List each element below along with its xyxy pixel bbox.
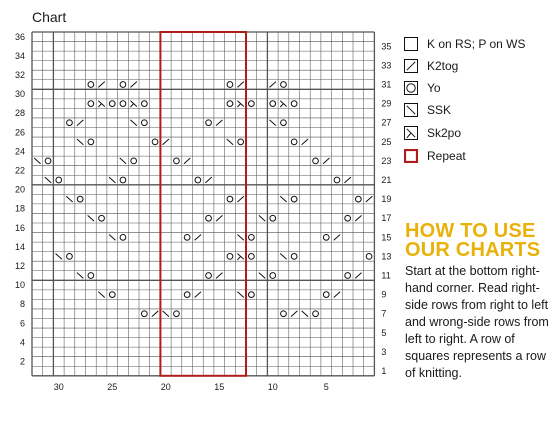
row-label-left: 2 <box>19 356 25 367</box>
stitch-symbol-yo <box>120 234 126 240</box>
stitch-symbol-yo <box>227 82 233 88</box>
row-label-right: 35 <box>381 41 392 52</box>
stitch-symbol-yo <box>248 101 254 107</box>
stitch-label: 10 <box>267 381 278 392</box>
stitch-symbol-sk2po <box>237 254 243 260</box>
row-label-right: 21 <box>381 175 392 186</box>
row-label-left: 18 <box>14 203 25 214</box>
stitch-symbol-k2tog <box>270 82 276 88</box>
knit-square-icon-glyph <box>405 38 418 51</box>
stitch-symbol-ssk <box>45 177 51 183</box>
stitch-symbol-yo <box>88 273 94 279</box>
stitch-symbol-yo <box>345 273 351 279</box>
stitch-symbol-ssk <box>120 158 126 164</box>
stitch-symbol-yo <box>291 139 297 145</box>
stitch-symbol-yo <box>281 120 287 126</box>
stitch-label: 15 <box>214 381 225 392</box>
stitch-symbol-yo <box>184 292 190 298</box>
stitch-symbol-k2tog <box>130 82 136 88</box>
stitch-label: 20 <box>160 381 171 392</box>
stitch-symbol-ssk <box>130 120 136 126</box>
howto-heading-line1: HOW TO USE <box>405 220 536 242</box>
legend-label: SSK <box>427 103 452 117</box>
repeat-box-icon-glyph <box>405 150 417 162</box>
legend-label: Repeat <box>427 149 466 163</box>
row-label-left: 28 <box>14 108 25 119</box>
stitch-symbol-ssk <box>270 120 276 126</box>
stitch-symbol-ssk <box>259 215 265 221</box>
stitch-symbol-yo <box>120 177 126 183</box>
stitch-symbol-k2tog <box>355 273 361 279</box>
stitch-symbol-yo <box>270 273 276 279</box>
stitch-symbol-ssk <box>34 158 40 164</box>
legend-label: K2tog <box>427 59 459 73</box>
stitch-symbol-ssk <box>77 273 83 279</box>
stitch-symbol-sk2po <box>98 101 104 107</box>
legend-item <box>404 101 451 119</box>
stitch-symbol-ssk <box>98 292 104 298</box>
stitch-symbol-yo <box>355 196 361 202</box>
howto-heading-line2: OUR CHARTS <box>405 239 541 261</box>
stitch-symbol-yo <box>238 139 244 145</box>
stitch-symbol-yo <box>206 120 212 126</box>
ssk-icon <box>404 103 418 117</box>
stitch-symbol-ssk <box>109 234 115 240</box>
stitch-symbol-yo <box>152 139 158 145</box>
stitch-symbol-k2tog <box>344 177 350 183</box>
stitch-symbol-yo <box>323 234 329 240</box>
stitch-symbol-ssk <box>237 292 243 298</box>
row-label-left: 34 <box>14 50 25 61</box>
row-label-right: 15 <box>381 232 392 243</box>
stitch-symbol-k2tog <box>152 311 158 317</box>
stitch-symbol-k2tog <box>195 234 201 240</box>
stitch-symbol-yo <box>248 234 254 240</box>
stitch-symbol-yo <box>77 196 83 202</box>
row-label-right: 1 <box>381 366 387 377</box>
stitch-symbol-yo <box>323 292 329 298</box>
stitch-symbol-yo <box>366 254 372 260</box>
row-label-left: 12 <box>14 260 25 271</box>
stitch-symbol-yo <box>109 101 115 107</box>
stitch-symbol-ssk <box>109 177 115 183</box>
stitch-symbol-yo <box>227 196 233 202</box>
stitch-symbol-yo <box>227 101 233 107</box>
row-label-right: 33 <box>381 60 392 71</box>
stitch-symbol-yo <box>141 101 147 107</box>
sk2po-icon <box>404 126 418 140</box>
k2tog-icon <box>404 59 418 73</box>
row-label-left: 10 <box>14 280 25 291</box>
row-label-left: 26 <box>14 127 25 138</box>
stitch-symbol-yo <box>120 82 126 88</box>
stitch-symbol-yo <box>109 292 115 298</box>
row-label-right: 9 <box>381 289 387 300</box>
row-label-left: 8 <box>19 299 25 310</box>
stitch-symbol-ssk <box>66 196 72 202</box>
stitch-label: 5 <box>323 381 329 392</box>
stitch-symbol-yo <box>88 101 94 107</box>
stitch-symbol-k2tog <box>323 158 329 164</box>
row-label-right: 19 <box>381 194 392 205</box>
stitch-symbol-yo <box>291 196 297 202</box>
stitch-symbol-ssk <box>88 215 94 221</box>
legend-item <box>404 124 461 142</box>
stitch-symbol-yo <box>313 311 319 317</box>
stitch-symbol-k2tog <box>184 158 190 164</box>
stitch-symbol-yo <box>270 215 276 221</box>
stitch-symbol-k2tog <box>216 273 222 279</box>
stitch-symbol-yo <box>345 215 351 221</box>
row-label-left: 24 <box>14 146 25 157</box>
row-label-right: 23 <box>381 155 392 166</box>
legend-item <box>404 35 526 53</box>
stitch-symbol-yo <box>88 82 94 88</box>
stitch-symbol-ssk <box>77 139 83 145</box>
stitch-symbol-yo <box>184 234 190 240</box>
stitch-symbol-sk2po <box>130 101 136 107</box>
row-label-left: 32 <box>14 69 25 80</box>
stitch-symbol-k2tog <box>302 139 308 145</box>
stitch-symbol-k2tog <box>77 120 83 126</box>
stitch-symbol-yo <box>67 254 73 260</box>
stitch-symbol-k2tog <box>163 139 169 145</box>
row-label-right: 27 <box>381 117 392 128</box>
stitch-symbol-k2tog <box>237 196 243 202</box>
stitch-symbol-yo <box>99 215 105 221</box>
stitch-symbol-sk2po <box>280 101 286 107</box>
stitch-symbol-k2tog <box>355 215 361 221</box>
row-label-right: 31 <box>381 79 392 90</box>
stitch-symbol-ssk <box>280 254 286 260</box>
stitch-symbol-k2tog <box>291 311 297 317</box>
stitch-symbol-k2tog <box>98 82 104 88</box>
legend-item <box>404 57 458 75</box>
legend-item <box>404 147 466 165</box>
stitch-symbol-yo <box>227 254 233 260</box>
row-label-right: 7 <box>381 308 387 319</box>
stitch-symbol-yo <box>334 177 340 183</box>
knit-square-icon <box>404 37 418 51</box>
stitch-symbol-yo <box>270 101 276 107</box>
row-label-left: 16 <box>14 222 25 233</box>
row-label-left: 14 <box>14 241 25 252</box>
stitch-symbol-yo <box>291 254 297 260</box>
stitch-symbol-yo <box>120 101 126 107</box>
stitch-symbol-k2tog <box>205 177 211 183</box>
legend-label: Sk2po <box>427 126 462 140</box>
stitch-symbol-ssk <box>280 196 286 202</box>
stitch-symbol-yo <box>281 311 287 317</box>
row-label-right: 17 <box>381 213 392 224</box>
stitch-symbol-k2tog <box>237 82 243 88</box>
stitch-symbol-yo <box>206 273 212 279</box>
stitch-symbol-ssk <box>259 273 265 279</box>
stitch-symbol-yo <box>281 82 287 88</box>
row-label-left: 30 <box>14 89 25 100</box>
stitch-symbol-yo <box>313 158 319 164</box>
stitch-symbol-k2tog <box>216 120 222 126</box>
howto-body: Start at the bottom right-hand corner. Read right-side rows from right to left and wrong-side rows from left to right. A row of squares represents a row of knitting. <box>405 264 549 380</box>
stitch-symbol-yo <box>195 177 201 183</box>
stitch-symbol-yo <box>141 120 147 126</box>
row-label-left: 6 <box>19 318 25 329</box>
stitch-symbol-k2tog <box>216 215 222 221</box>
stitch-label: 30 <box>53 381 64 392</box>
legend-label: K on RS; P on WS <box>427 37 526 51</box>
stitch-symbol-sk2po <box>237 101 243 107</box>
stitch-symbol-k2tog <box>334 292 340 298</box>
stitch-symbol-yo <box>174 311 180 317</box>
row-label-left: 20 <box>14 184 25 195</box>
stitch-symbol-yo <box>248 292 254 298</box>
stitch-symbol-yo <box>291 101 297 107</box>
stitch-symbol-ssk <box>227 139 233 145</box>
legend-item <box>404 79 441 97</box>
stitch-symbol-yo <box>206 215 212 221</box>
row-label-right: 11 <box>381 270 391 281</box>
row-label-right: 3 <box>381 346 387 357</box>
stitch-symbol-yo <box>141 311 147 317</box>
stitch-symbol-yo <box>131 158 137 164</box>
stitch-label: 25 <box>107 381 118 392</box>
stitch-symbol-ssk <box>302 311 308 317</box>
row-label-right: 13 <box>381 251 392 262</box>
row-label-left: 36 <box>14 31 25 42</box>
row-label-right: 29 <box>381 98 392 109</box>
row-label-left: 22 <box>14 165 25 176</box>
stitch-symbol-ssk <box>237 234 243 240</box>
stitch-symbol-yo <box>174 158 180 164</box>
stitch-symbol-k2tog <box>334 234 340 240</box>
stitch-symbol-yo <box>248 254 254 260</box>
stitch-symbol-yo <box>88 139 94 145</box>
repeat-box-icon <box>404 149 418 163</box>
stitch-symbol-yo <box>45 158 51 164</box>
stitch-symbol-k2tog <box>366 196 372 202</box>
chart-grid <box>32 32 374 376</box>
stitch-symbol-ssk <box>56 254 62 260</box>
row-label-left: 4 <box>19 337 25 348</box>
chart-title: Chart <box>32 9 67 25</box>
legend-label: Yo <box>427 81 441 95</box>
stitch-symbol-yo <box>67 120 73 126</box>
stitch-symbol-ssk <box>163 311 169 317</box>
row-label-right: 25 <box>381 136 392 147</box>
row-label-right: 5 <box>381 327 387 338</box>
yo-icon <box>404 81 418 95</box>
stitch-symbol-yo <box>56 177 62 183</box>
stitch-symbol-k2tog <box>195 292 201 298</box>
